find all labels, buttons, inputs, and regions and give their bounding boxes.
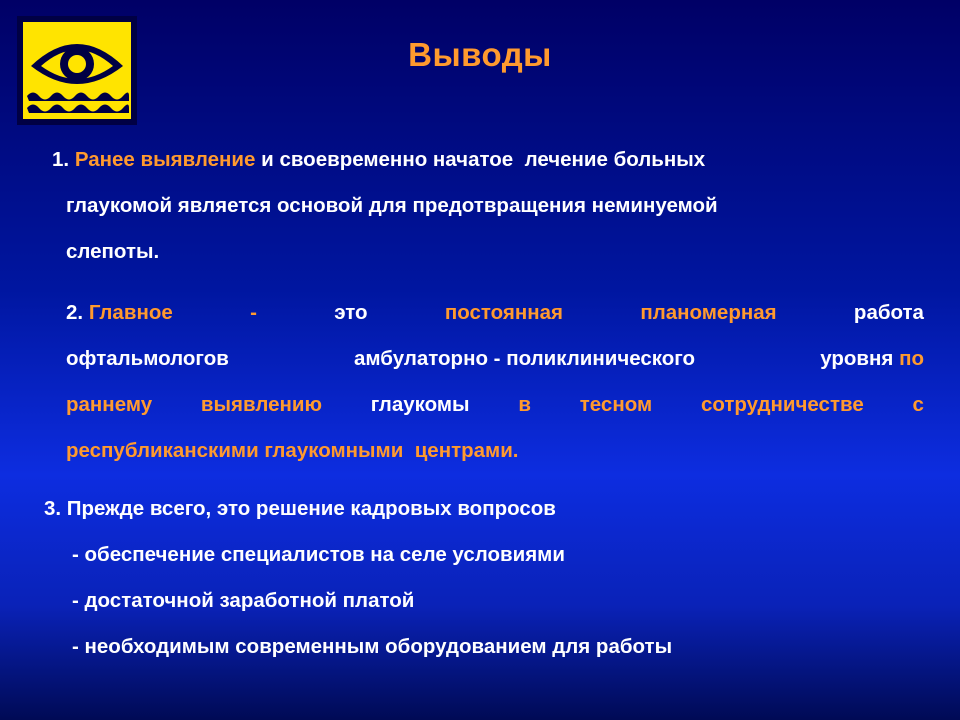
- slide-title: Выводы: [408, 36, 552, 73]
- conclusion-2-line-4: республиканскими глаукомными центрами.: [66, 439, 519, 462]
- conclusion-2: [66, 290, 924, 474]
- body-text: и своевременно начатое лечение больных: [261, 148, 706, 171]
- item-number: 1.: [52, 148, 70, 171]
- conclusion-1: [52, 137, 924, 275]
- conclusion-1-line-1: [52, 137, 924, 183]
- conclusion-1-line-3: слепоты.: [66, 240, 160, 263]
- conclusion-2-line-1: 2. Главное - это постоянная планомерная работа: [66, 290, 924, 336]
- conclusion-2-line-3: раннему выявлению глаукомы в тесном сотрудничестве с: [66, 393, 924, 416]
- highlight-text: Ранее выявление: [74, 148, 256, 171]
- conclusion-3: [44, 486, 924, 670]
- conclusion-3-bullet-2: - достаточной заработной платой: [72, 589, 415, 612]
- item-number-2: 2. Главное: [66, 301, 173, 324]
- conclusion-3-bullet-1: - обеспечение специалистов на селе условиями: [72, 543, 565, 566]
- conclusion-1-line-2: глаукомой является основой для предотвращения неминуемой: [66, 194, 718, 217]
- conclusion-3-bullet-3: - необходимым современным оборудованием для работы: [72, 635, 673, 658]
- conclusion-3-line-1: 3. Прежде всего, это решение кадровых вопросов: [44, 497, 556, 520]
- conclusion-2-line-2: офтальмологов амбулаторно - поликлинического уровня по: [66, 347, 924, 370]
